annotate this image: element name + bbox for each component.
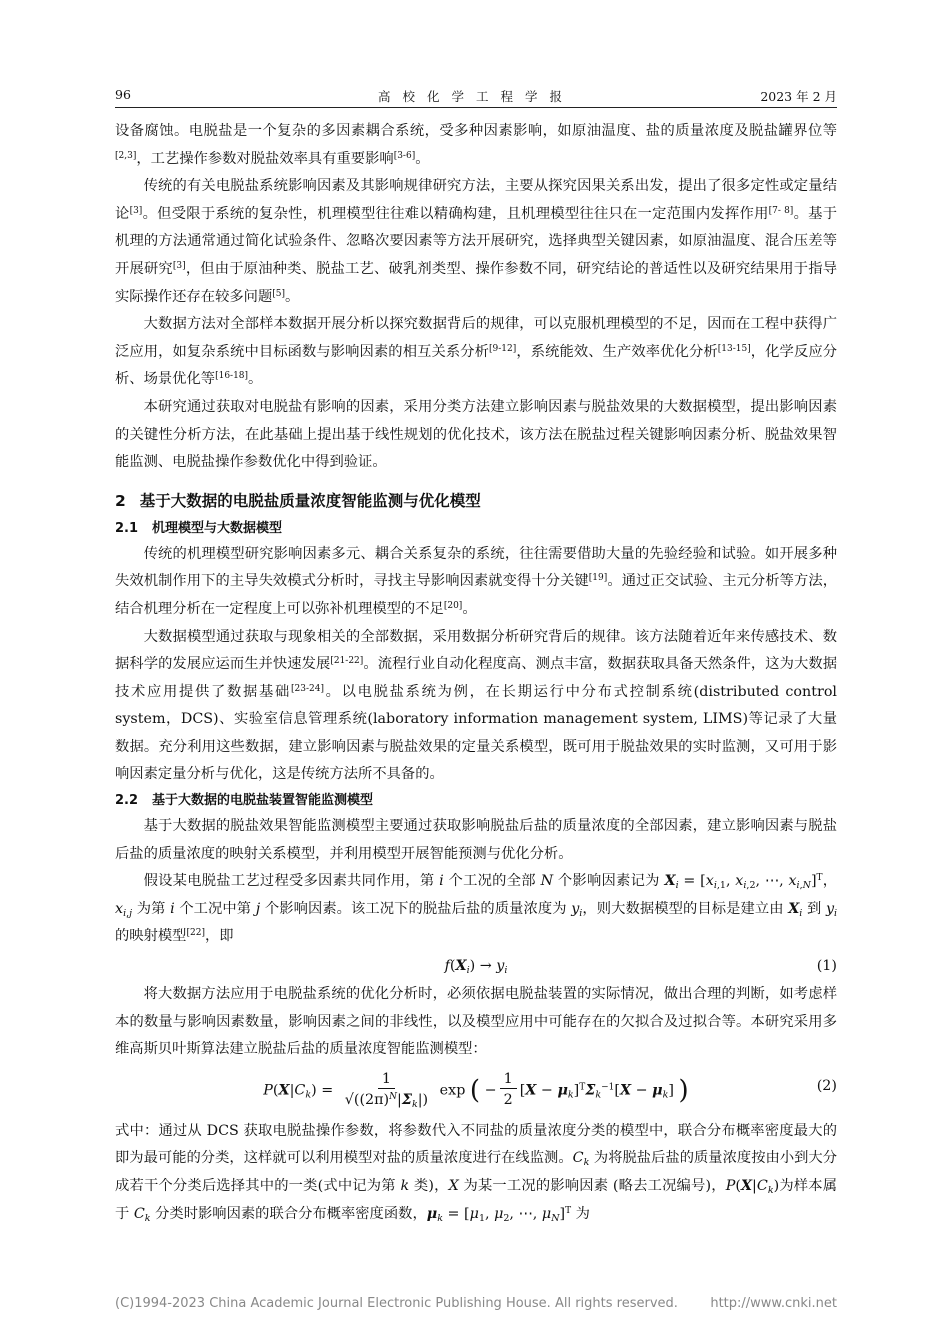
- footer-url: http://www.cnki.net: [710, 1296, 837, 1311]
- paragraph-this-study: 本研究通过获取对电脱盐有影响的因素，采用分类方法建立影响因素与脱盐效果的大数据模型，提出影响因素的关键性分析方法，在此基础上提出基于线性规划的优化技术，该方法在脱盐过程关键影响因素分析、脱盐效果智能监测、电脱盐操作参数优化中得到验证。: [115, 398, 837, 471]
- paragraph-assumption: 假设某电脱盐工艺过程受多因素共同作用，第 i 个工况的全部 N 个影响因素记为 $X_i = [x_{i,1}$, $x_{i,2}$, ⋯, $x_{i,N}]^T$，$x_{i,j}$ 为第 i 个工况中第 j 个影响因素。该工况下的脱盐后盐的质量浓度为 $y_i$，则大数据模型的目标是建立由 $X_i$ 到 $y_i$ 的映射模型[22]，即: [115, 873, 838, 945]
- equation-2: [115, 1064, 837, 1118]
- paragraph-big-data-model: 大数据模型通过获取与现象相关的全部数据，采用数据分析研究背后的规律。该方法随着近年来传感技术、数据科学的发展应运而生并快速发展[21-22]。流程行业自动化程度高、测点丰富，数据获取具备天然条件，这为大数据技术应用提供了数据基础[23-24]。以电脱盐系统为例，在长期运行中分布式控制系统(distributed control system，DCS)、实验室信息管理系统(laboratory information management system, LIMS)等记录了大量数据。充分利用这些数据，建立影响因素与脱盐效果的定量关系模型，既可用于脱盐效果的实时监测，又可用于影响因素定量分析与优化，这是传统方法所不具备的。: [115, 628, 838, 783]
- copyright-footer: [115, 1296, 837, 1311]
- section-heading-2-1: 2.1 机理模型与大数据模型: [115, 520, 283, 536]
- equation-number: (1): [816, 958, 837, 975]
- paragraph-mechanism-model: 传统的机理模型研究影响因素多元、耦合关系复杂的系统，往往需要借助大量的先验经验和试验。如开展多种失效机制作用下的主导失效模式分析时，寻找主导影响因素就变得十分关键[19]。通过正交试验、主元分析等方法，结合机理分析在一定程度上可以弥补机理模型的不足[20]。: [115, 545, 837, 617]
- journal-title: 高校化学工程学报: [377, 89, 574, 104]
- paragraph-where: 式中：通过从 DCS 获取电脱盐操作参数，将参数代入不同盐的质量浓度分类的模型中，联合分布概率密度最大的即为最可能的分类，这样就可以利用模型对盐的质量浓度进行在线监测。$C_k$ 为将脱盐后盐的质量浓度按由小到大分成若干个分类后选择其中的一类(式中记为第 k 类)，X 为某一工况的影响因素 (略去工况编号)，$P(X|C_k)$为样本属于 $C_k$ 分类时影响因素的联合分布概率密度函数，$\mu_k = [\mu_1$, $\mu_2$, ⋯, $\mu_N]^T$ 为: [115, 1122, 838, 1224]
- equation-1: [115, 951, 837, 981]
- paragraph-traditional-methods: 传统的有关电脱盐系统影响因素及其影响规律研究方法，主要从探究因果关系出发，提出了很多定性或定量结论[3]。但受限于系统的复杂性，机理模型往往难以精确构建，且机理模型往往只在一定范围内发挥作用[7- 8]。基于机理的方法通常通过简化试验条件、忽略次要因素等方法开展研究，选择典型关键因素，如原油温度、混合压差等开展研究[3]，但由于原油种类、脱盐工艺、破乳剂类型、操作参数不同，研究结论的普适性以及研究结果用于指导实际操作还存在较多问题[5]。: [115, 178, 838, 305]
- running-header: [115, 85, 837, 108]
- copyright-text: (C)1994-2023 China Academic Journal Electronic Publishing House. All rights reserved.: [115, 1296, 678, 1311]
- section-heading-2: 2 基于大数据的电脱盐质量浓度智能监测与优化模型: [115, 491, 481, 510]
- equation-number: (2): [816, 1077, 837, 1094]
- equation-1-body: $f(X_i) \to y_i$: [444, 958, 508, 977]
- article-body: [115, 118, 837, 1228]
- equation-2-body: $P(X|C_k)$ = $\frac{1}{√((2\pi)^N|\Sigma_k|)}$ exp ( − $\frac{1}{2}$ $[X - \mu_k]^T\Sigma_k^{-1}[X - \mu_k]$ ): [263, 1071, 689, 1111]
- section-heading-2-2: 2.2 基于大数据的电脱盐装置智能监测模型: [115, 793, 374, 809]
- paragraph-application: 将大数据方法应用于电脱盐系统的优化分析时，必须依据电脱盐装置的实际情况，做出合理的判断，如考虑样本的数量与影响因素数量，影响因素之间的非线性，以及模型应用中可能存在的欠拟合及过拟合等。本研究采用多维高斯贝叶斯算法建立脱盐后盐的质量浓度智能监测模型：: [115, 986, 837, 1058]
- paragraph-big-data: 大数据方法对全部样本数据开展分析以探究数据背后的规律，可以克服机理模型的不足，因而在工程中获得广泛应用，如复杂系统中目标函数与影响因素的相互关系分析[9-12]，系统能效、生产效率优化分析[13-15]，化学反应分析、场景优化等[16-18]。: [115, 316, 838, 388]
- paragraph-monitoring-model: 基于大数据的脱盐效果智能监测模型主要通过获取影响脱盐后盐的质量浓度的全部因素，建立影响因素与脱盐后盐的质量浓度的映射关系模型，并利用模型开展智能预测与优化分析。: [115, 818, 837, 862]
- paragraph-intro: 设备腐蚀。电脱盐是一个复杂的多因素耦合系统，受多种因素影响，如原油温度、盐的质量浓度及脱盐罐界位等[2,3]，工艺操作参数对脱盐效率具有重要影响[3-6]。: [115, 123, 837, 167]
- page-number: 96: [115, 87, 131, 102]
- issue-date: 2023 年 2 月: [760, 89, 837, 104]
